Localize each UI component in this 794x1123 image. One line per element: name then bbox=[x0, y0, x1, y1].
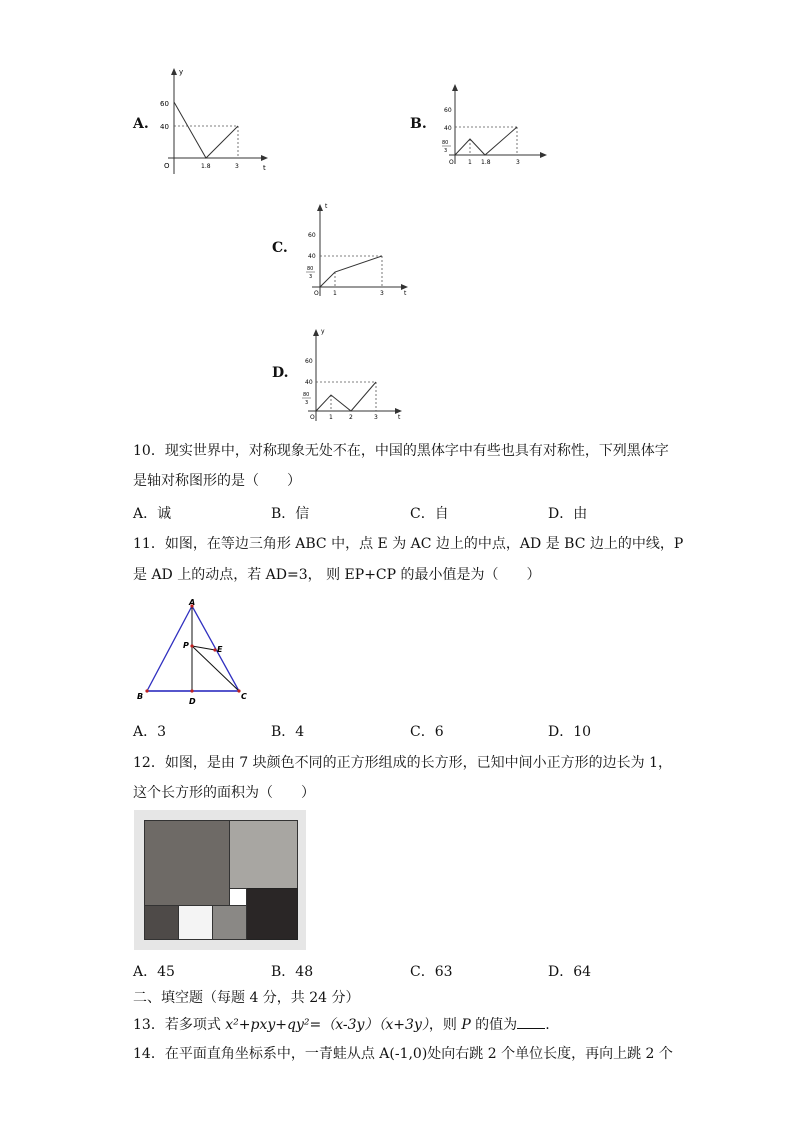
svg-text:40: 40 bbox=[308, 253, 316, 260]
q11-line-2: 是 AD 上的动点，若 AD=3， 则 EP+CP 的最小值是为（ ） bbox=[133, 567, 541, 583]
svg-text:80: 80 bbox=[303, 392, 310, 398]
svg-text:1: 1 bbox=[468, 159, 472, 166]
svg-text:3: 3 bbox=[305, 400, 309, 406]
svg-text:3: 3 bbox=[380, 290, 384, 297]
q14-line-1: 14．在平面直角坐标系中，一青蛙从点 A(-1,0)处向右跳 2 个单位长度，再向上跳 2 个 bbox=[133, 1046, 673, 1062]
q10-option-a[interactable]: A．诚 bbox=[133, 506, 172, 522]
svg-text:60: 60 bbox=[305, 358, 313, 365]
svg-text:P: P bbox=[183, 641, 189, 650]
square-center-small bbox=[229, 888, 247, 906]
svg-text:1: 1 bbox=[333, 290, 337, 297]
svg-text:t: t bbox=[404, 290, 407, 297]
square-large-dark bbox=[144, 820, 230, 906]
option-d-graph bbox=[298, 325, 413, 425]
q13-answer-blank[interactable] bbox=[517, 1014, 545, 1029]
svg-text:C: C bbox=[241, 692, 247, 701]
q10-option-b[interactable]: B．信 bbox=[271, 506, 310, 522]
q12-option-c[interactable]: C．63 bbox=[410, 964, 453, 980]
svg-text:E: E bbox=[217, 645, 223, 654]
option-c-graph bbox=[298, 200, 413, 300]
option-a-graph bbox=[160, 62, 275, 182]
q12-option-d[interactable]: D．64 bbox=[548, 964, 592, 980]
q11-triangle-figure bbox=[135, 598, 255, 710]
q11-option-c[interactable]: C．6 bbox=[410, 724, 444, 740]
svg-text:t: t bbox=[398, 414, 401, 421]
svg-text:60: 60 bbox=[160, 100, 169, 108]
svg-text:1: 1 bbox=[329, 414, 333, 421]
svg-text:3: 3 bbox=[235, 163, 239, 170]
q13-end: . bbox=[545, 1017, 550, 1033]
q11-line-1: 11．如图，在等边三角形 ABC 中，点 E 为 AC 边上的中点，AD 是 BC 边上的中线，P bbox=[133, 536, 684, 552]
q12-option-a[interactable]: A．45 bbox=[133, 964, 175, 980]
svg-text:D: D bbox=[189, 697, 196, 706]
q10-option-c[interactable]: C．自 bbox=[410, 506, 449, 522]
svg-text:1.8: 1.8 bbox=[201, 163, 211, 170]
svg-text:y: y bbox=[179, 68, 184, 76]
q10-option-d[interactable]: D．由 bbox=[548, 506, 588, 522]
q11-option-a[interactable]: A．3 bbox=[133, 724, 167, 740]
q11-option-d[interactable]: D．10 bbox=[548, 724, 592, 740]
option-c-label: C. bbox=[272, 240, 288, 256]
svg-text:40: 40 bbox=[305, 379, 313, 386]
q13-prefix: 13．若多项式 bbox=[133, 1017, 226, 1033]
square-dark-small bbox=[144, 905, 179, 940]
q13-middle: ，则 bbox=[428, 1017, 462, 1033]
q10-line-1: 10．现实世界中，对称现象无处不在，中国的黑体字中有些也具有对称性，下列黑体字 bbox=[133, 443, 669, 459]
svg-text:3: 3 bbox=[374, 414, 378, 421]
q13-formula: x²+pxy+qy²=（x-3y）（x+3y） bbox=[225, 1017, 429, 1033]
q13-suffix: 的值为 bbox=[470, 1017, 518, 1033]
svg-text:A: A bbox=[189, 598, 196, 607]
svg-text:t: t bbox=[325, 203, 328, 210]
svg-text:2: 2 bbox=[349, 414, 353, 421]
option-b-graph bbox=[437, 82, 552, 170]
square-black bbox=[246, 888, 298, 940]
svg-text:80: 80 bbox=[442, 140, 449, 146]
svg-text:80: 80 bbox=[307, 266, 314, 272]
svg-text:y: y bbox=[321, 328, 325, 335]
square-white bbox=[178, 905, 213, 940]
svg-text:3: 3 bbox=[516, 159, 520, 166]
q12-line-1: 12．如图，是由 7 块颜色不同的正方形组成的长方形，已知中间小正方形的边长为 1， bbox=[133, 755, 672, 771]
q12-squares-figure bbox=[134, 810, 306, 950]
svg-text:40: 40 bbox=[444, 125, 452, 132]
q13-variable: P bbox=[461, 1017, 471, 1033]
option-b-label: B. bbox=[410, 116, 427, 132]
q13-line bbox=[133, 1014, 550, 1035]
svg-text:O: O bbox=[314, 290, 319, 297]
svg-text:3: 3 bbox=[444, 148, 448, 154]
square-large-light bbox=[229, 820, 298, 889]
q11-option-b[interactable]: B．4 bbox=[271, 724, 305, 740]
q12-option-b[interactable]: B．48 bbox=[271, 964, 314, 980]
q12-line-2: 这个长方形的面积为（ ） bbox=[133, 785, 315, 801]
section-2-title: 二、填空题（每题 4 分，共 24 分） bbox=[133, 990, 360, 1006]
svg-text:O: O bbox=[164, 162, 170, 170]
svg-text:60: 60 bbox=[308, 232, 316, 239]
svg-text:1.8: 1.8 bbox=[481, 159, 491, 166]
svg-text:60: 60 bbox=[444, 107, 452, 114]
option-d-label: D. bbox=[272, 365, 289, 381]
square-mid-gray bbox=[212, 905, 247, 940]
svg-text:40: 40 bbox=[160, 123, 169, 131]
svg-text:O: O bbox=[449, 159, 454, 166]
q10-line-2: 是轴对称图形的是（ ） bbox=[133, 473, 301, 489]
svg-text:3: 3 bbox=[309, 274, 313, 280]
svg-text:B: B bbox=[137, 692, 144, 701]
svg-text:t: t bbox=[263, 164, 266, 172]
svg-text:O: O bbox=[310, 414, 315, 421]
option-a-label: A. bbox=[133, 116, 149, 132]
